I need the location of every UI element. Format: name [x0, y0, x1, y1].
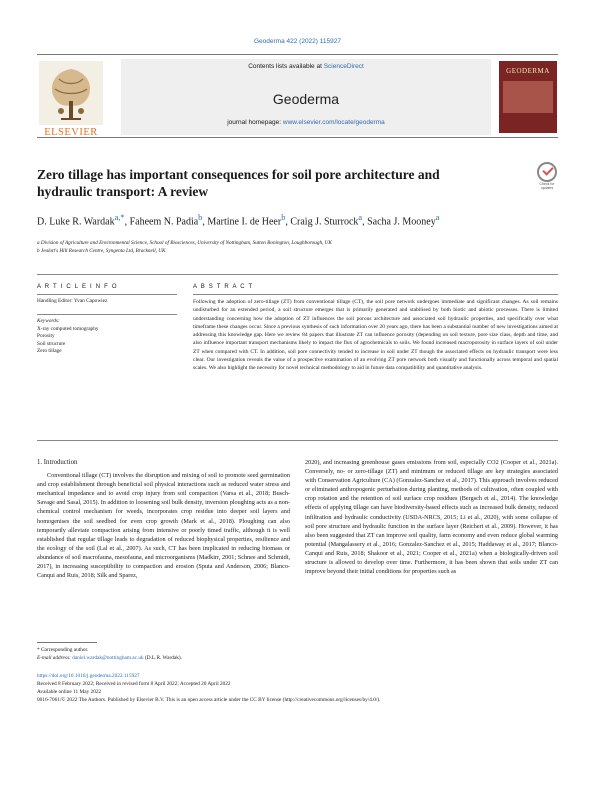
journal-banner [37, 54, 558, 138]
check-updates-label: Check for updates [539, 182, 555, 190]
author-name[interactable]: , Martine I. de Heer [202, 216, 282, 228]
email-link[interactable]: daniel.wardak@nottingham.ac.uk [72, 655, 144, 661]
cover-graphic [503, 81, 553, 113]
divider [37, 294, 177, 295]
doi-link[interactable]: https://doi.org/10.1016/j.geoderma.2022.115927 [37, 673, 140, 679]
keyword: X-ray computed tomography [37, 326, 99, 332]
body-right-column [305, 458, 558, 576]
contents-line [121, 63, 491, 70]
divider [37, 440, 558, 441]
homepage-line [121, 119, 491, 126]
affiliation-b: b Jealott's Hill Research Centre, Syngenta Ltd, Bracknell, UK [37, 247, 166, 254]
keyword: Porosity [37, 333, 55, 340]
cover-title: GEODERMA [506, 67, 550, 75]
email-line [37, 654, 290, 662]
keyword: Soil structure [37, 340, 66, 347]
handling-editor: Handling Editor: Yvan Capowiez [37, 298, 108, 304]
keywords-list [37, 326, 177, 356]
received-dates: Received 8 February 2022; Received in revised form 8 April 2022; Accepted 20 April 2022 [37, 681, 231, 687]
contents-prefix: Contents lists available at [248, 63, 324, 70]
footnote-star: * Corresponding author. [37, 647, 89, 653]
journal-info-box [121, 59, 491, 135]
check-updates-icon [537, 162, 557, 182]
section-heading: 1. Introduction [37, 459, 78, 466]
homepage-link[interactable]: www.elsevier.com/locate/geoderma [282, 119, 385, 126]
footnote-divider [37, 642, 97, 643]
body-left-column [37, 458, 290, 580]
homepage-prefix: journal homepage: [227, 119, 283, 126]
article-title: Zero tillage has important consequences for soil pore architecture and hydraulic transport: A review [37, 167, 440, 199]
affiliation-marker[interactable]: a [435, 213, 440, 222]
journal-name: Geoderma [272, 91, 340, 107]
author-name[interactable]: , Sacha J. Mooney [362, 216, 436, 228]
affiliation-marker[interactable]: b [281, 213, 286, 222]
publisher-name: ELSEVIER [44, 127, 98, 138]
author-name[interactable]: , Faheem N. Padia [124, 216, 199, 228]
keywords-heading: Keywords: [37, 318, 60, 324]
keyword: Zero tillage [37, 348, 62, 355]
email-suffix: (D.L.R. Wardak). [143, 655, 182, 661]
divider [37, 274, 558, 275]
affiliation-a: a Division of Agriculture and Environmental Science, School of Biosciences, University of Nottingham, Sutton Bonington, Loughborough, UK [37, 240, 332, 246]
author-name[interactable]: , Craig J. Sturrock [285, 216, 359, 228]
body-paragraph: Conventional tillage (CT) involves the disruption and mixing of soil to promote seed germination and crop establishment through beneficial soil physical interactions such as reduced water stress and mechanical impedance and to avoid crop injury from soil compaction (Varsa et al., 2018; Busch-Savage and Sasal, 2015). In addition to loosening soil bulk density, inversion ploughing acts as a non-chemical control mechanism for weeds, incorporates crop residue into deeper soil layers and homogenises the soil seedbed for even crop growth (Mark et al., 2018). Ploughing can also temporarily alleviate compaction arising from intensive or poorly timed traffic, although it is well established that regular tillage leads to degradation of reduced biophysical properties, resilience and the ecology of the soil (Lal et al., 2007). As such, CT has been implicated in reducing biomass or abundance of soil macrofauna, mesofauna, and microorganisms (Madkirr, 2001; Schnee and Schmidt, 2017), in increasing susceptibility to compaction and erosion (Sputa and Anderson, 2006; Blanco-Canqui and Ruis, 2018; Silk and Sparez, [37, 472, 290, 580]
corresponding-author-footnote [37, 646, 290, 662]
affiliation-marker[interactable]: b [198, 213, 203, 222]
body-paragraph: 2020), and increasing greenhouse gases emissions from soil, especially CO2 (Cooper et al., 2021a). Conversely, no- or zero-tillage (ZT) and minimum or reduced tillage are key strategies associated with Conservation Agriculture (CA) (Gonzalez-Sanchez et al., 2017). This approach involves reduced or eliminated anthropogenic perturbation during planting, methods of cultivation, often coupled with crop rotation and the retention of soil surface crop residues (Bergsch et al., 2014). The knowledge effects of applying tillage can have biodiversity-based effects such as increased bulk density, reduced infiltration and hydraulic conductivity (USDA-NRCS, 2015; Li et al., 2020), with some collapse of soil pore structure and hydraulic function in the surface layer (Reichert et al., 2009). However, it has also been suggested that ZT can improve soil quality, farm economy and even reduce global warming potential (Mangalassery et al., 2016; Gonzalez-Sanchez et al., 2015; Haddaway et al., 2017; Blanco-Canqui and Ruis, 2018; Shakoor et al., 2021; Cooper et al., 2021a) when a biologically-driven soil structure is allowed to develop over time. Furthermore, it has been shown that soils under ZT can improve beyond their initial conditions for properties such as [305, 459, 558, 576]
sciencedirect-link[interactable]: ScienceDirect [323, 63, 364, 70]
divider [193, 294, 558, 295]
journal-reference[interactable]: Geoderma 422 (2022) 115927 [254, 38, 341, 45]
divider [37, 314, 177, 315]
affiliations [37, 240, 557, 255]
available-online: Available online 11 May 2022 [37, 689, 102, 695]
elsevier-tree-logo [39, 61, 103, 129]
article-metadata [37, 672, 558, 704]
affiliation-marker[interactable]: a [358, 213, 363, 222]
article-info-heading: A R T I C L E I N F O [37, 284, 118, 290]
affiliation-marker[interactable]: a,* [114, 213, 125, 222]
abstract-text: Following the adoption of zero-tillage (ZT) from conventional tillage (CT), the soil pore network undergoes immediate and significant changes. As soil remains undisturbed for an extended period, a soil structure emerges that is primarily generated and stabilised by both biotic and abiotic processes. There is limited understanding concerning how the adoption of ZT influences the soil porous architecture and associated soil hydraulic properties, and specifically over what timeframe these changes occur. Since a previous synthesis of such information over 20 years ago, there has been a substantial number of new investigations aimed at addressing this knowledge gap. Here we review 84 papers that illustrate ZT can influence porosity (depending on soil texture, pore size class, depth and time, and also influence important transport mechanisms likely to impact the flux of agrochemicals to soils. We found increased macroporosity in surface layers of soil under ZT when compared with CT. In addition, soil pore connectivity tended to increase in soil under ZT though the associated effects on hydraulic transport were less clear. Our investigation reveals the value of a prospective examination of an evolving ZT pore network both visually and functionally across temporal and spatial scales. We also highlight the necessity for novel technical methodology to aid in future data compatibility and quantitative analysis. [193, 299, 558, 371]
check-for-updates-button[interactable] [534, 162, 560, 192]
email-label: E-mail address: [37, 655, 73, 661]
abstract-heading: A B S T R A C T [193, 284, 254, 290]
author-name[interactable]: D. Luke R. Wardak [37, 216, 115, 228]
journal-cover-image [499, 61, 557, 133]
license-line: 0016-7061/© 2022 The Authors. Published by Elsevier B.V. This is an open access article under the CC BY license (http://creativecommons.org/licenses/by/4.0/). [37, 697, 381, 703]
author-list [37, 211, 477, 228]
